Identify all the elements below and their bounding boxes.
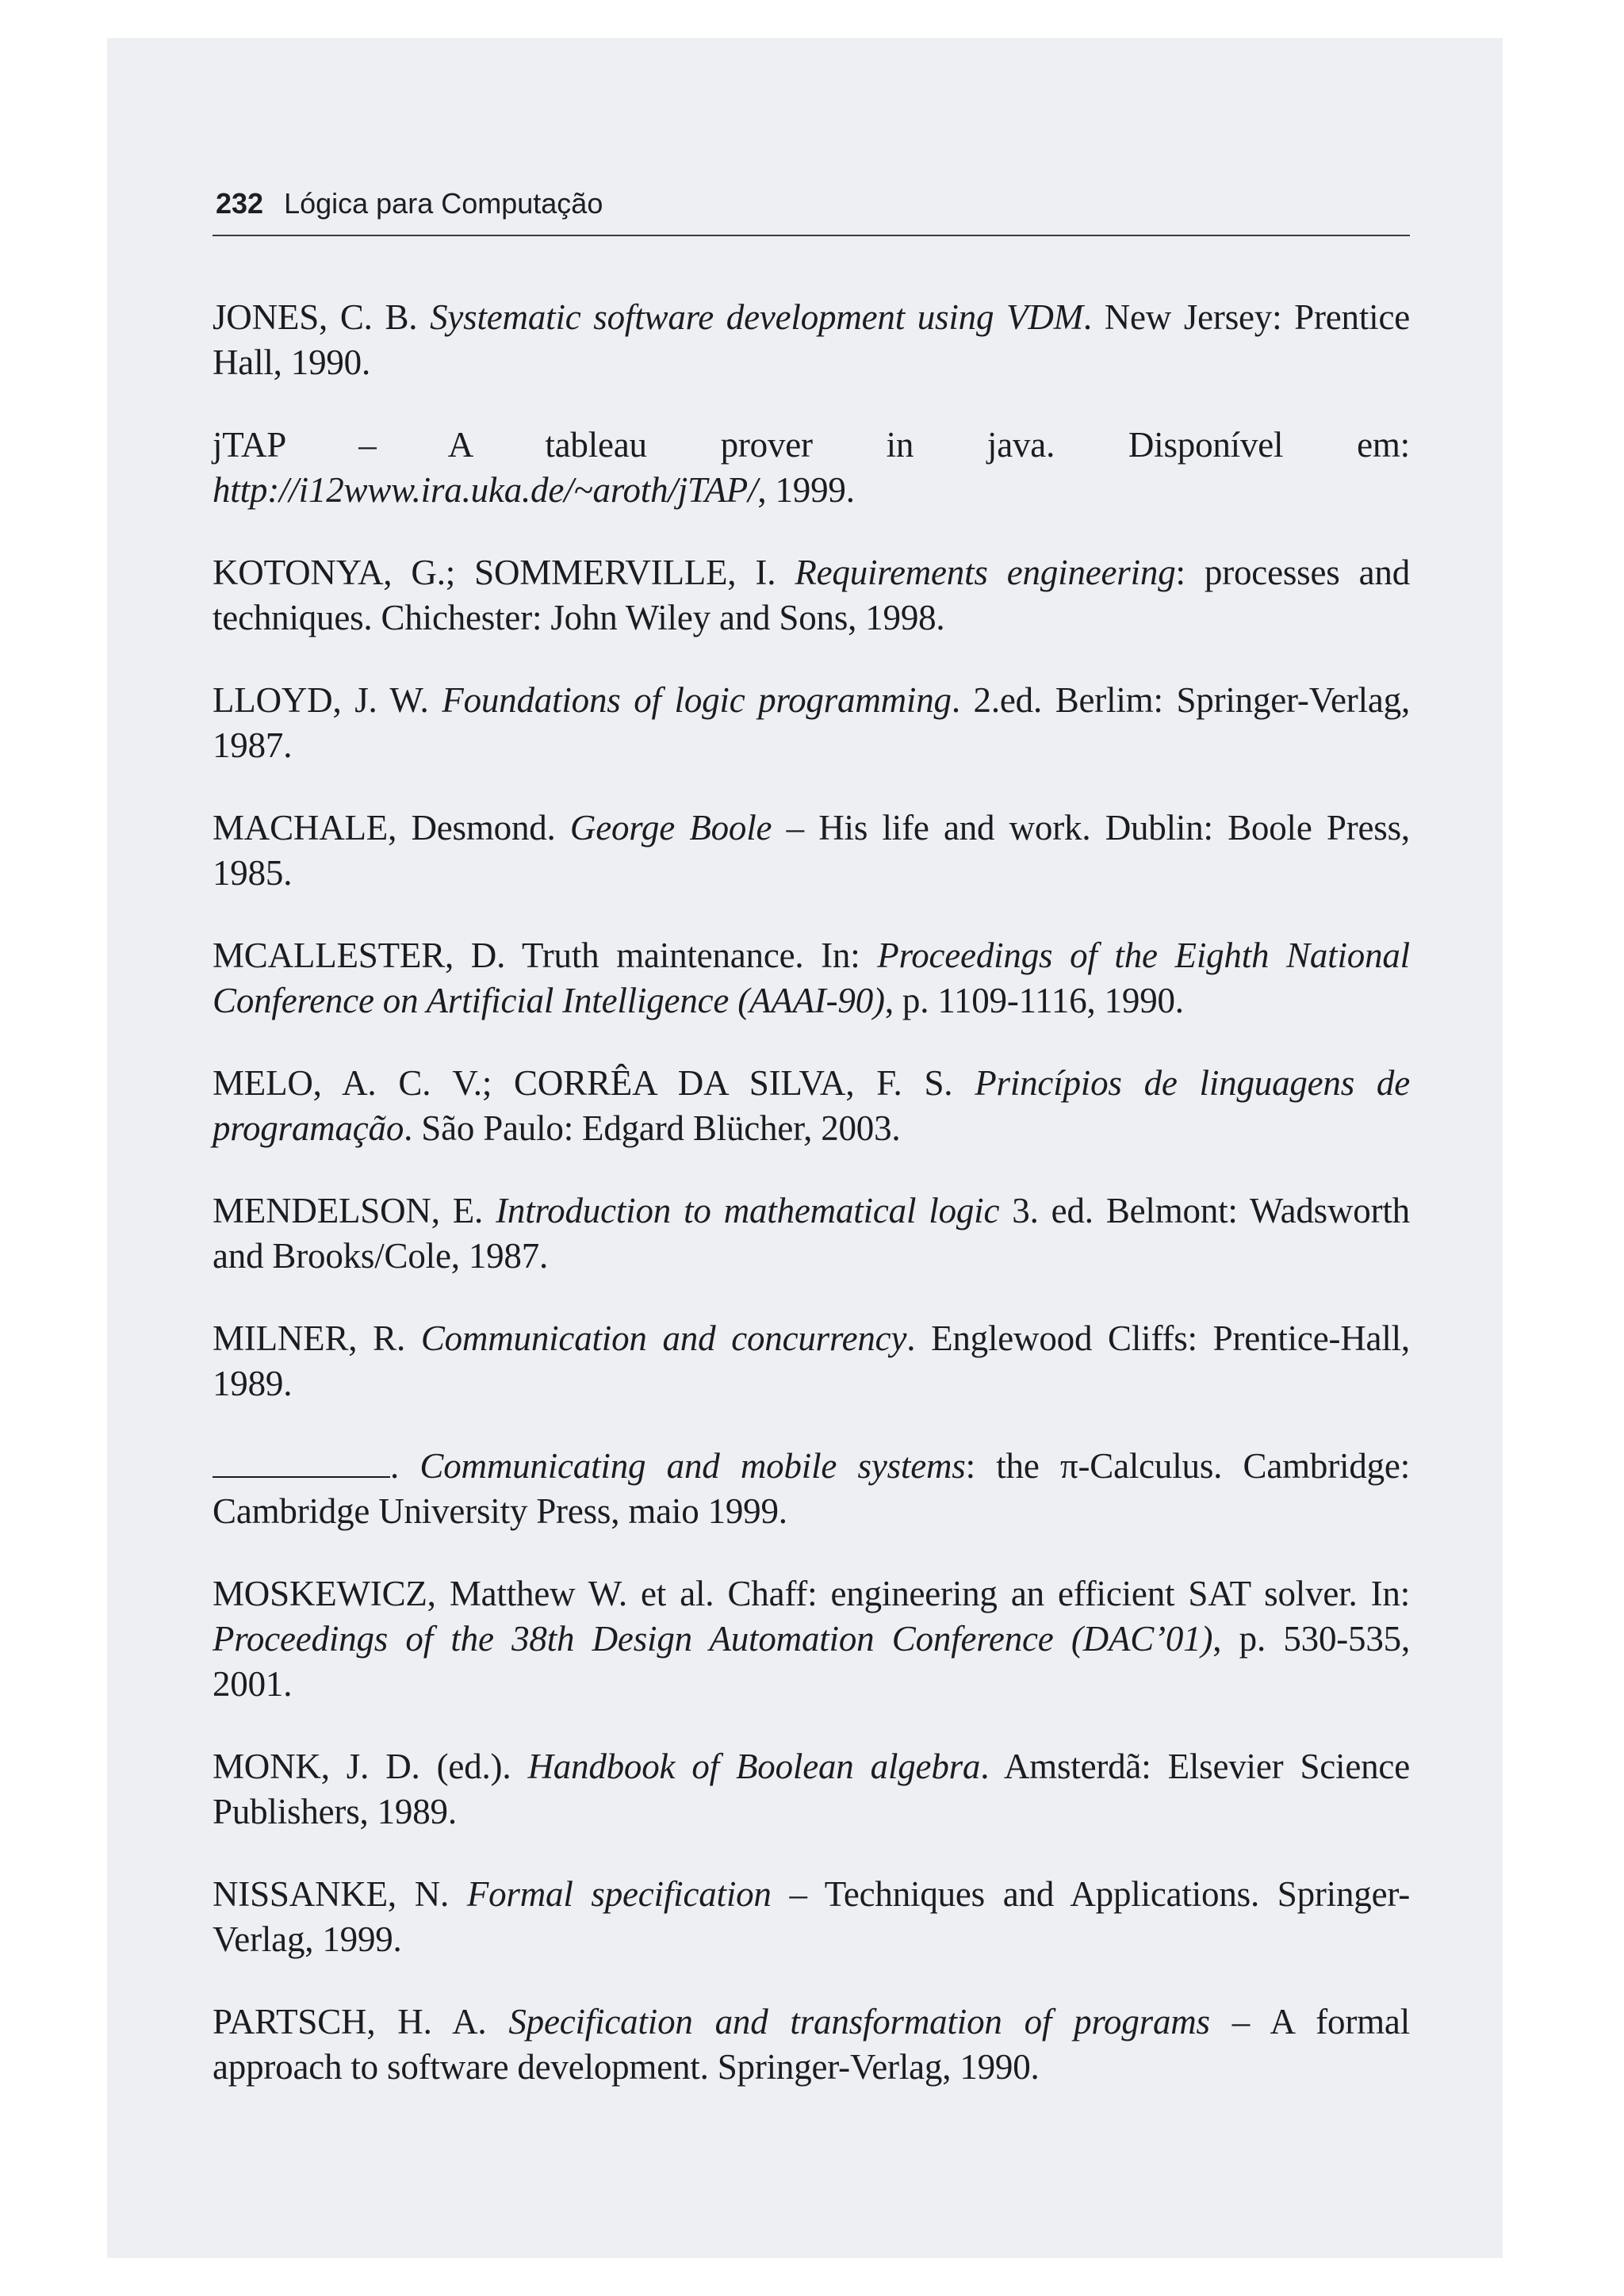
reference-entry — [213, 1999, 1410, 2090]
reference-details: , p. 1109-1116, 1990. — [884, 981, 1184, 1020]
reference-title: Specification and transformation of programs — [508, 2002, 1210, 2042]
reference-author: jTAP – A tableau prover in java. Disponível em: — [213, 425, 1410, 465]
reference-title: Proceedings of the 38th Design Automation Conference (DAC’01) — [213, 1619, 1213, 1659]
reference-author: MENDELSON, E. — [213, 1191, 496, 1230]
reference-title: Handbook of Boolean algebra — [527, 1747, 981, 1786]
reference-details: : processes and techniques. Chichester: John Wiley and Sons, 1998. — [213, 553, 1410, 637]
running-title: Lógica para Computação — [284, 187, 603, 220]
header-rule — [213, 235, 1410, 236]
reference-entry — [213, 806, 1410, 896]
reference-entry — [213, 1872, 1410, 1962]
reference-details: . Amsterdã: Elsevier Science Publishers, 1989. — [213, 1747, 1410, 1831]
reference-details: . Englewood Cliffs: Prentice-Hall, 1989. — [213, 1318, 1410, 1403]
reference-entry — [213, 1316, 1410, 1406]
reference-author: MILNER, R. — [213, 1318, 421, 1358]
reference-title: Communicating and mobile systems — [419, 1446, 966, 1486]
reference-url: http://i12www.ira.uka.de/~aroth/jTAP/ — [213, 470, 758, 510]
reference-details: : the π-Calculus. Cambridge: Cambridge University Press, maio 1999. — [213, 1446, 1410, 1531]
reference-entry — [213, 550, 1410, 641]
reference-author: MOSKEWICZ, Matthew W. et al. Chaff: engineering an efficient SAT solver. In: — [213, 1574, 1410, 1613]
reference-title: Introduction to mathematical logic — [496, 1191, 1000, 1230]
reference-details: . New Jersey: Prentice Hall, 1990. — [213, 297, 1411, 382]
reference-author: JONES, C. B. — [213, 297, 431, 337]
reference-author: KOTONYA, G.; SOMMERVILLE, I. — [213, 553, 795, 592]
reference-author: NISSANKE, N. — [213, 1874, 467, 1914]
reference-details: , 1999. — [757, 470, 855, 510]
reference-title: Formal specification — [466, 1874, 772, 1914]
page-number: 232 — [216, 187, 264, 220]
reference-entry — [213, 1188, 1410, 1279]
reference-details: 3. ed. Belmont: Wadsworth and Brooks/Cole, 1987. — [213, 1191, 1410, 1276]
reference-entry — [213, 1571, 1410, 1707]
reference-title: Systematic software development using VDM — [430, 297, 1083, 337]
reference-entry — [213, 1744, 1410, 1835]
reference-author: MCALLESTER, D. Truth maintenance. In: — [213, 936, 878, 975]
reference-entry — [213, 295, 1410, 385]
reference-entry — [213, 1444, 1410, 1534]
reference-details: . São Paulo: Edgard Blücher, 2003. — [404, 1108, 901, 1148]
reference-title: Requirements engineering — [795, 553, 1176, 592]
reference-author: MONK, J. D. (ed.). — [213, 1747, 528, 1786]
reference-details: , p. 530-535, 2001. — [213, 1619, 1410, 1704]
reference-author: . — [390, 1446, 420, 1486]
reference-title: Princípios de linguagens de programação — [213, 1063, 1411, 1148]
same-author-dash — [213, 1475, 390, 1478]
reference-title: Foundations of logic programming — [442, 680, 952, 720]
reference-list — [213, 295, 1410, 2127]
reference-author: LLOYD, J. W. — [213, 680, 442, 720]
reference-entry — [213, 678, 1410, 768]
reference-details: – His life and work. Dublin: Boole Press, 1985. — [213, 808, 1410, 893]
reference-entry — [213, 423, 1410, 513]
reference-details: – Techniques and Applications. Springer-Verlag, 1999. — [213, 1874, 1411, 1959]
reference-title: Communication and concurrency — [420, 1318, 907, 1358]
reference-details: – A formal approach to software development. Springer-Verlag, 1990. — [213, 2002, 1411, 2087]
reference-title: Proceedings of the Eighth National Conference on Artificial Intelligence (AAAI-90) — [213, 936, 1410, 1020]
page-header — [216, 187, 1405, 232]
reference-entry — [213, 933, 1410, 1024]
reference-entry — [213, 1061, 1410, 1151]
reference-details: . 2.ed. Berlim: Springer-Verlag, 1987. — [213, 680, 1410, 765]
reference-author: PARTSCH, H. A. — [213, 2002, 509, 2042]
reference-author: MELO, A. C. V.; CORRÊA DA SILVA, F. S. — [213, 1063, 975, 1103]
reference-author: MACHALE, Desmond. — [213, 808, 570, 848]
reference-title: George Boole — [569, 808, 772, 848]
